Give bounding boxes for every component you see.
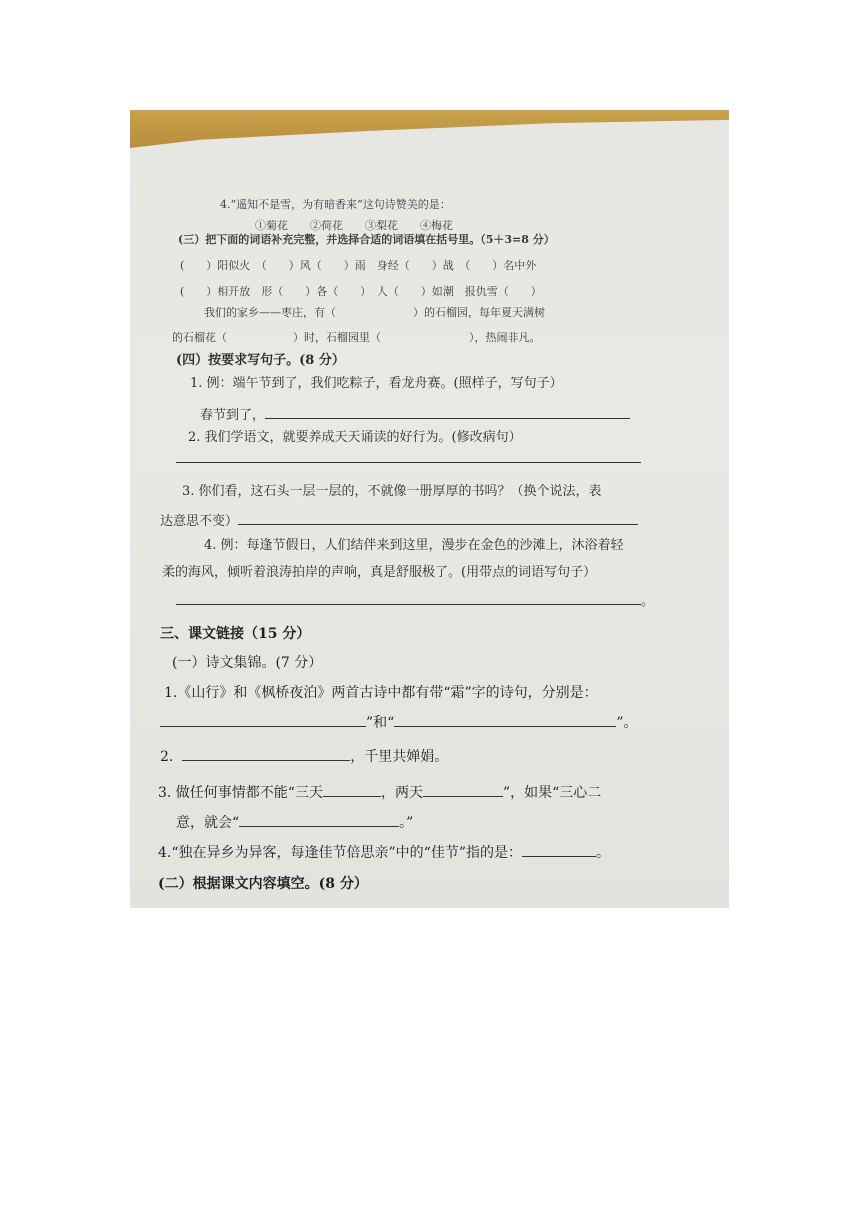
sentence-4-answer [176, 592, 654, 610]
q4-stem: 4.“遥知不是雪，为有暗香来”这句诗赞美的是： [220, 198, 451, 211]
fill-line-1: 我们的家乡——枣庄，有（ ）的石榴园，每年夏天满树 [204, 306, 545, 319]
poem-1-end: ”。 [616, 715, 638, 731]
sentence-4-line-1: 4. 例：每逢节假日，人们结伴来到这里，漫步在金色的沙滩上，沐浴着轻 [204, 538, 624, 553]
sentence-3-line-1: 3. 你们看，这石头一层一层的，不就像一册厚厚的书吗？（换个说法，表 [182, 484, 602, 499]
answer-blank[interactable] [265, 406, 630, 419]
poem-3-line-1 [158, 784, 601, 801]
sentence-3-line-2 [160, 512, 638, 530]
poem-3-a: 3. 做任何事情都不能“三天 [158, 785, 323, 801]
answer-blank[interactable] [238, 512, 638, 525]
poem-2-end: ，千里共婵娟。 [350, 749, 449, 765]
sentence-2-answer-line[interactable] [176, 450, 641, 463]
poem-3-e: 。” [399, 815, 414, 831]
part-3-sub-2: (二）根据课文内容填空。(8 分） [158, 876, 368, 892]
sentence-4-line-2: 柔的海风，倾听着浪涛拍岸的声响，真是舒服极了。(用带点的词语写句子） [162, 565, 597, 580]
poem-2-num: 2. [160, 749, 174, 765]
poem-3-d: 意，就会“ [176, 815, 240, 831]
section-4-heading: (四）按要求写句子。(8 分） [176, 353, 345, 368]
answer-blank[interactable] [323, 784, 381, 797]
part-3-heading: 三、课文链接（15 分） [160, 626, 311, 642]
answer-blank[interactable] [423, 784, 503, 797]
sentence-4-end: 。 [641, 594, 655, 609]
answer-blank[interactable] [176, 592, 641, 605]
answer-blank[interactable] [239, 814, 399, 827]
poem-1-answer [160, 714, 638, 731]
part-3-sub-1: (一）诗文集锦。(7 分） [172, 655, 323, 671]
section-3-heading: (三）把下面的词语补充完整，并选择合适的词语填在括号里。（5＋3=8 分） [178, 233, 555, 246]
answer-blank[interactable] [394, 714, 616, 727]
sentence-3-line-2-text: 达意思不变） [160, 514, 239, 529]
table-edge [130, 110, 729, 148]
exam-photo [130, 110, 729, 908]
sentence-1-prompt: 春节到了， [200, 408, 266, 423]
idioms-row-2: ( ）相开放 形（ ）各（ ） 人（ ）如潮 报仇雪（ ） [180, 285, 542, 298]
answer-blank[interactable] [182, 748, 350, 761]
poem-1-text: 1.《山行》和《枫桥夜泊》两首古诗中都有带“霜”字的诗句，分别是： [164, 685, 598, 701]
q4-options: ①菊花 ②荷花 ③梨花 ④梅花 [255, 219, 453, 232]
idioms-row-1: ( ）阳似火 （ ）风（ ）雨 身经（ ）战 （ ）名中外 [180, 259, 537, 272]
poem-4-text: 4.“独在异乡为异客，每逢佳节倍思亲”中的“佳节”指的是： [158, 845, 522, 861]
poem-3-c: ”，如果“三心二 [502, 785, 602, 801]
fill-line-2: 的石榴花（ ）时，石榴园里（ ），热闹非凡。 [172, 331, 541, 344]
poem-3-b: ，两天 [380, 785, 423, 801]
poem-4-end: 。 [596, 845, 610, 861]
poem-3-line-2 [176, 814, 413, 831]
poem-2 [160, 748, 448, 765]
poem-4 [158, 844, 610, 861]
answer-blank[interactable] [160, 714, 366, 727]
sentence-1-example: 1. 例：端午节到了，我们吃粽子，看龙舟赛。(照样子，写句子） [190, 376, 563, 391]
sentence-2-text: 2. 我们学语文，就要养成天天诵读的好行为。(修改病句） [188, 430, 522, 445]
answer-blank[interactable] [522, 844, 596, 857]
poem-1-mid: ”和“ [366, 715, 395, 731]
sentence-1-answer [200, 406, 630, 424]
